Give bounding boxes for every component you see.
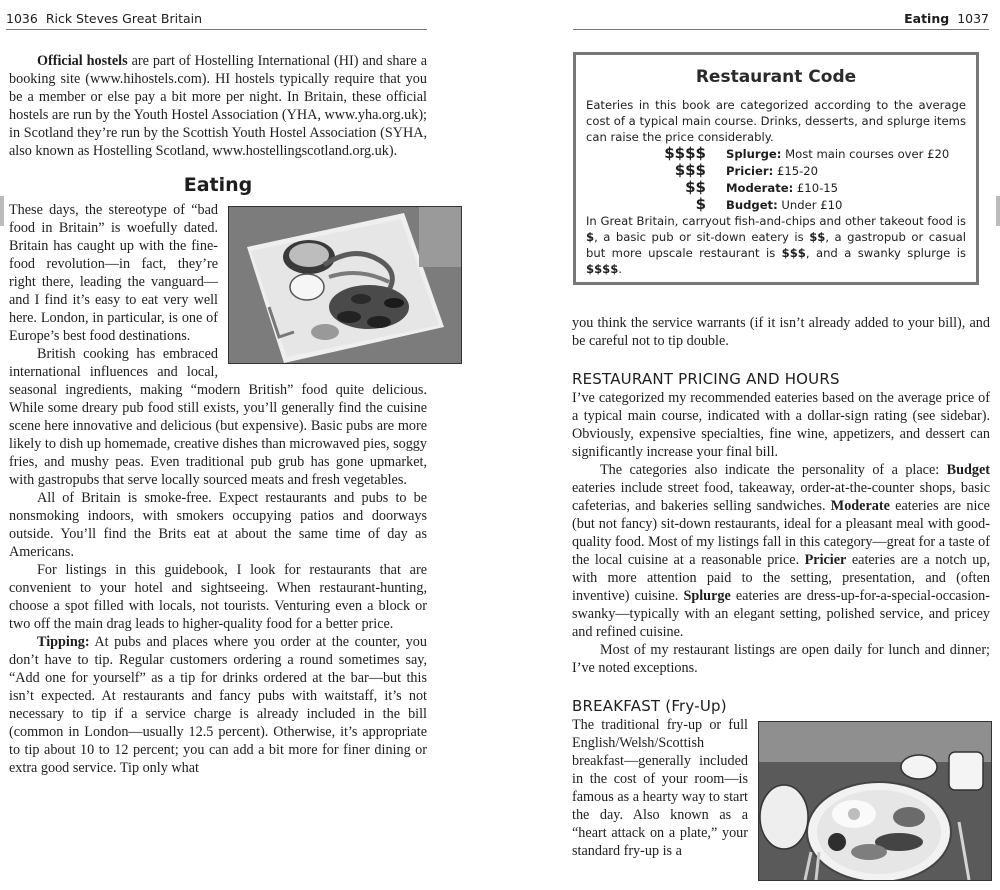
price-tier-row [586, 162, 966, 179]
page-number: 1037 [957, 10, 989, 26]
price-symbol: $$$ [674, 161, 706, 179]
restaurant-code-sidebar [573, 52, 979, 285]
hostels-paragraph: Official hostels are part of Hostelling International (HI) and share a booking site (www.hihostels.com). HI hostels typically require that you be a member or else pay a bit more per night. In Britain, these official hostels are run by the Youth Hostel Association (YHA, www.yha.org.uk); in Scotland they’re run by the Scottish Youth Hostel Association (SYHA, also known as Hostelling Scotland, www.hostellingscotland.org.uk). [9, 53, 427, 159]
price-tier-list [586, 145, 966, 213]
breakfast-heading: BREAKFAST (Fry-Up) [572, 697, 727, 715]
fry-up-breakfast-image [759, 722, 991, 880]
seafood-platter-image [229, 207, 461, 363]
left-running-header [6, 7, 427, 30]
sidebar-intro: Eateries in this book are categorized according to the average cost of a typical main course. Drinks, desserts, and splurge items can raise the price considerably. [586, 98, 966, 144]
categories-paragraph: The categories also indicate the personality of a place: Budget eateries include street food, takeaway, order-at-the-counter shops, basic cafeterias, and bakeries selling sandwiches. Moderate eateries are nice (but not fancy) sit-down restaurants, ideal for a pleasant meal with good-quality food. Most of my listings fall in this category—great for a taste of the local cuisine at a reasonable price. Pricier eateries are a notch up, with more attention paid to the setting, presentation, and (often inventive) cuisine. Splurge eateries are dress-up-for-a-special-occasion-swanky—typically with an elegant setting, polished service, and pricey and refined cuisine. [572, 462, 990, 640]
sidebar-title: Restaurant Code [695, 67, 857, 87]
breakfast-paragraph: The traditional fry-up or full English/Welsh/Scottish breakfast—generally included in the cost of your room—is famous as a hearty way to start the day. Also known as a “heart attack on a plate,” your standard fry-up is a [572, 716, 990, 860]
tier-description: Under £10 [777, 198, 843, 212]
tipping-paragraph: Tipping: At pubs and places where you order at the counter, you don’t have to tip. Regular customers ordering a round sometimes say, “Add one for yourself” as a tip for drinks ordered at the bar—but this isn’t expected. At restaurants and fancy pubs with waitstaff, it’s not necessary to tip if a service charge is already included in the bill (common in London—usually 12.5 percent). Otherwise, it’s appropriate to tip about 10 to 12 percent; you can add a bit more for finer dining or extra good service. Tip only what [9, 634, 427, 776]
tier-description: £15-20 [773, 164, 819, 178]
tier-label: Splurge: [726, 147, 782, 161]
section-title: Eating [904, 10, 950, 26]
thumb-tab-marker [0, 196, 4, 226]
left-text-column [9, 52, 427, 777]
eating-paragraph-2: British cooking has embraced international influences and local, seasonal ingredients, making “modern British” food quite delicious. While some dreary pub food still exists, you’ll generally find the cuisine scene here innovative and delicious (but expensive). Basic pubs are more likely to dish up homemade, creative dishes than microwaved pies, soggy fries, and mushy peas. Even traditional pub grub has gone upmarket, with gastropubs that serve locally sourced meats and fresh vegetables. [9, 346, 427, 488]
price-symbol: $$$$ [664, 144, 706, 162]
price-tier-row [586, 179, 966, 196]
pricing-heading: RESTAURANT PRICING AND HOURS [572, 370, 840, 388]
tier-label: Moderate: [726, 181, 794, 195]
hostels-lead: Official hostels [37, 53, 128, 69]
eating-paragraph: These days, the stereotype of “bad food in Britain” is woefully dated. Britain has caught up with the fine-food revolution—in fact, they’re right there, leading the vanguard—and I find it’s easy to eat very well here. London, in particular, is one of Europe’s best food destinations. [9, 201, 427, 345]
tier-label: Budget: [726, 198, 778, 212]
price-symbol: $ [695, 195, 706, 213]
eating-heading: Eating [183, 174, 253, 196]
right-running-header [573, 7, 989, 30]
tier-description: £10-15 [793, 181, 839, 195]
pricing-paragraph: I’ve categorized my recommended eateries based on the average price of a typical main course, indicated with a dollar-sign rating (see sidebar). Obviously, expensive specialties, fine wine, appetizers, and dessert can significantly increase your final bill. [572, 390, 990, 460]
tier-description: Most main courses over £20 [781, 147, 950, 161]
seafood-platter-photo [228, 206, 462, 364]
sidebar-note: In Great Britain, carryout fish-and-chips and other takeout food is $, a basic pub or sit-down eatery is $$, a gastropub or casual but more upscale restaurant is $$$, and a swanky splurge is $$$$. [586, 214, 966, 276]
tipping-continued: you think the service warrants (if it isn’t already added to your bill), and be careful not to tip double. [572, 315, 990, 349]
breakfast-photo [758, 721, 992, 881]
tier-label: Pricier: [726, 164, 774, 178]
price-tier-row [586, 145, 966, 162]
price-symbol: $$ [685, 178, 706, 196]
tipping-lead: Tipping: [37, 634, 90, 650]
eating-paragraph-3: All of Britain is smoke-free. Expect restaurants and pubs to be nonsmoking indoors, with smokers occupying patios and doorways outside. You’ll find the Brits eat at about the same time of day as Americans. [9, 490, 427, 560]
page-number: 1036 [6, 10, 38, 26]
eating-paragraph-4: For listings in this guidebook, I look for restaurants that are convenient to your hotel and sightseeing. When restaurant-hunting, choose a spot filled with locals, not tourists. Venturing even a block or two off the main drag leads to higher-quality food for a better price. [9, 562, 427, 632]
price-tier-row [586, 196, 966, 213]
hours-paragraph: Most of my restaurant listings are open daily for lunch and dinner; I’ve noted exceptions. [572, 642, 990, 676]
right-text-column [572, 314, 990, 885]
thumb-tab-marker [996, 196, 1000, 226]
book-title: Rick Steves Great Britain [45, 10, 203, 26]
